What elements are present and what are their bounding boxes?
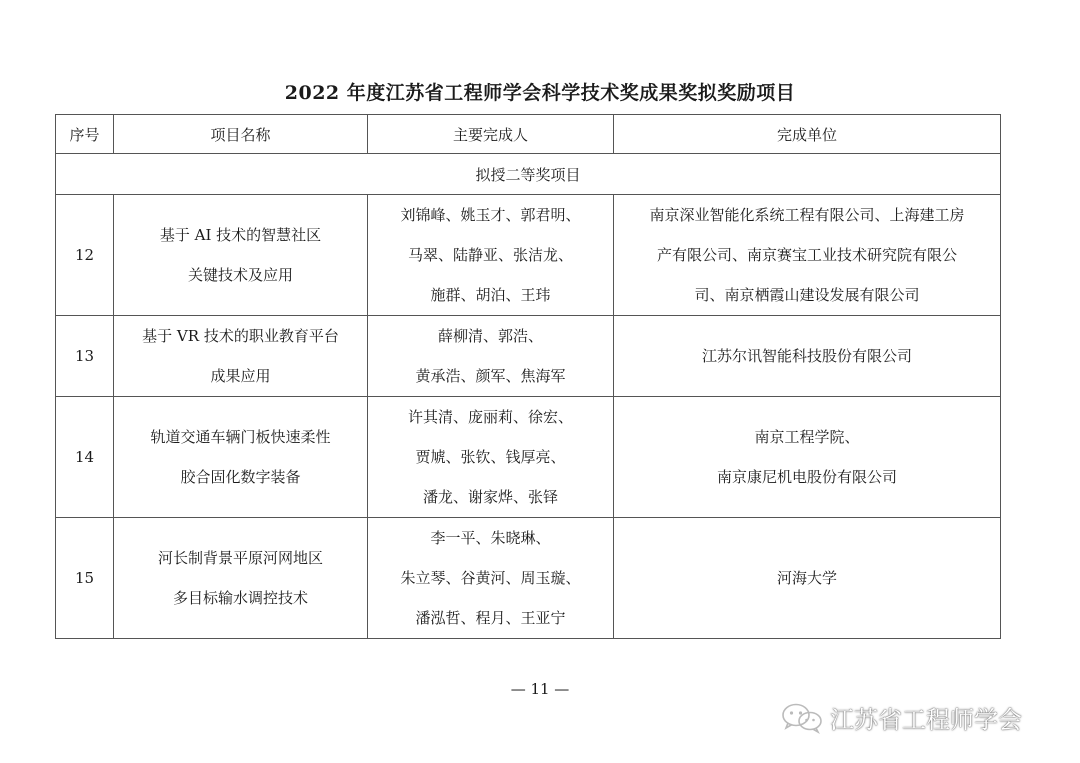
row-number: 14 (56, 397, 114, 518)
header-completing-unit: 完成单位 (614, 115, 1001, 154)
unit-cell (614, 316, 1001, 397)
document-title: 2022 年度江苏省工程师学会科学技术奖成果奖拟奖励项目 (284, 82, 796, 104)
contributors-cell (368, 518, 614, 639)
section-row (56, 154, 1001, 195)
unit-line: 司、南京栖霞山建设发展有限公司 (694, 286, 920, 304)
unit-line: 河海大学 (776, 569, 837, 587)
project-name-cell (114, 195, 368, 316)
wechat-icon (780, 702, 824, 734)
header-no: 序号 (56, 115, 114, 154)
contributors-line: 潘龙、谢家烨、张铎 (422, 488, 558, 506)
contributors-line: 贾虓、张钦、钱厚亮、 (415, 448, 566, 466)
contributors-cell (368, 397, 614, 518)
project-name-line: 多目标输水调控技术 (172, 589, 308, 607)
project-name-line: 关键技术及应用 (187, 266, 293, 284)
project-name-line: 基于 AI 技术的智慧社区 (159, 226, 322, 244)
project-name-cell (114, 316, 368, 397)
project-name-cell (114, 518, 368, 639)
project-name-line: 轨道交通车辆门板快速柔性 (150, 428, 331, 446)
table-row (56, 518, 1001, 639)
unit-cell (614, 518, 1001, 639)
contributors-line: 马翠、陆静亚、张洁龙、 (407, 246, 573, 264)
contributors-line: 潘泓哲、程月、王亚宁 (415, 609, 566, 627)
contributors-cell (368, 316, 614, 397)
contributors-line: 黄承浩、颜军、焦海军 (415, 367, 566, 385)
row-number: 13 (56, 316, 114, 397)
unit-cell (614, 397, 1001, 518)
contributors-line: 刘锦峰、姚玉才、郭君明、 (400, 206, 581, 224)
contributors-line: 薛柳清、郭浩、 (437, 327, 543, 345)
awards-table (55, 114, 1001, 639)
table-row (56, 316, 1001, 397)
header-project-name: 项目名称 (114, 115, 368, 154)
row-number: 15 (56, 518, 114, 639)
header-main-contributors: 主要完成人 (368, 115, 614, 154)
unit-line: 南京深业智能化系统工程有限公司、上海建工房 (649, 206, 965, 224)
contributors-line: 许其清、庞丽莉、徐宏、 (407, 408, 573, 426)
unit-line: 南京康尼机电股份有限公司 (716, 468, 897, 486)
unit-cell (614, 195, 1001, 316)
project-name-line: 成果应用 (210, 367, 271, 385)
unit-line: 江苏尔讯智能科技股份有限公司 (701, 347, 912, 365)
contributors-line: 施群、胡泊、王玮 (430, 286, 551, 304)
project-name-cell (114, 397, 368, 518)
contributors-cell (368, 195, 614, 316)
section-label: 拟授二等奖项目 (56, 154, 1001, 195)
page-number: — 11 — (510, 680, 570, 698)
contributors-line: 李一平、朱晓琳、 (430, 529, 551, 547)
contributors-line: 朱立琴、谷黄河、周玉璇、 (400, 569, 581, 587)
watermark-text: 江苏省工程师学会 (830, 706, 1022, 734)
project-name-line: 基于 VR 技术的职业教育平台 (142, 327, 339, 345)
unit-line: 产有限公司、南京赛宝工业技术研究院有限公 (656, 246, 957, 264)
table-header-row (56, 115, 1001, 154)
project-name-line: 胶合固化数字装备 (180, 468, 301, 486)
unit-line: 南京工程学院、 (754, 428, 860, 446)
table-row (56, 397, 1001, 518)
project-name-line: 河长制背景平原河网地区 (157, 549, 323, 567)
watermark (780, 700, 1022, 735)
row-number: 12 (56, 195, 114, 316)
table-row (56, 195, 1001, 316)
